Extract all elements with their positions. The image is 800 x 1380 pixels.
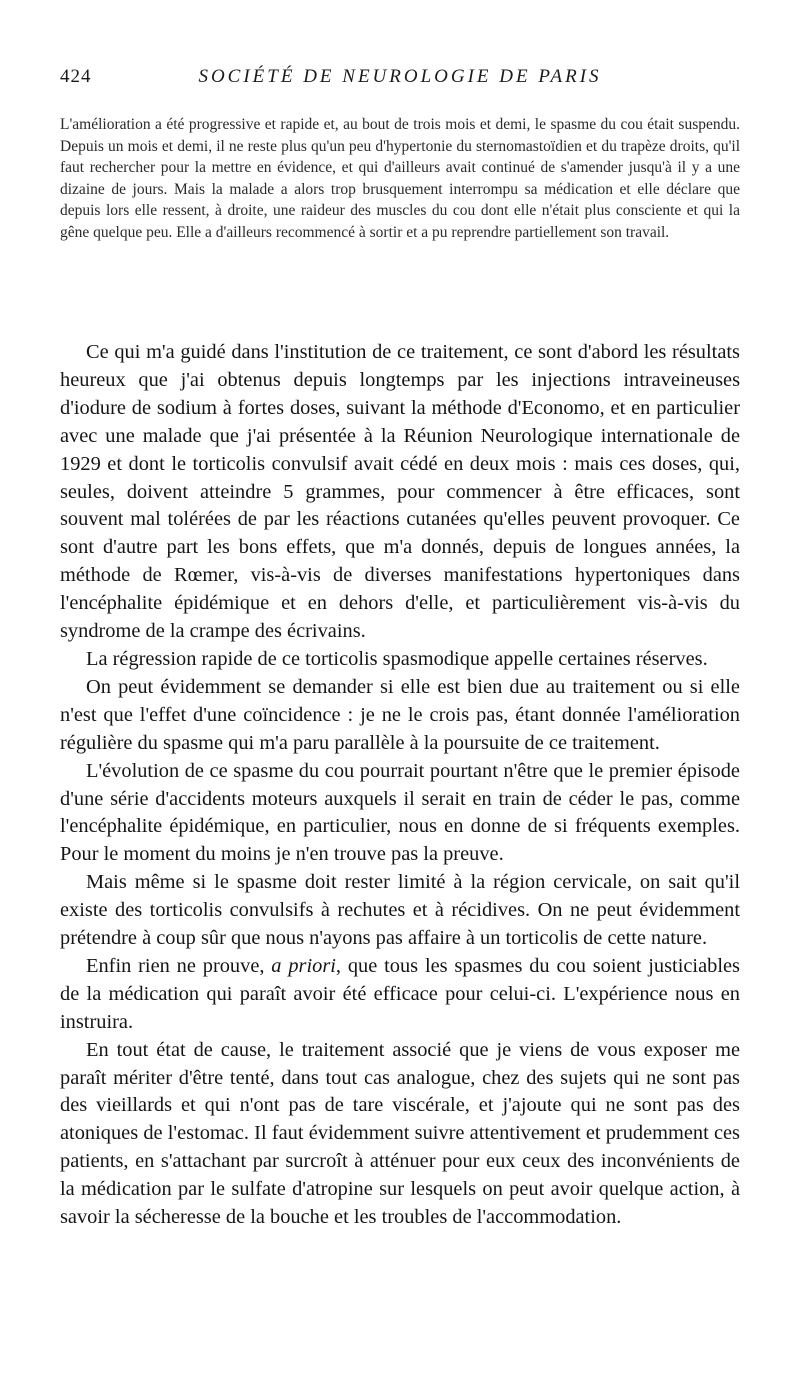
p6-lead-text: Enfin rien ne prouve, bbox=[86, 954, 272, 977]
body-paragraph-7: En tout état de cause, le traitement associé que je viens de vous exposer me paraît mériter d'être tenté, dans tout cas analogue, chez des sujets qui ne sont pas des vieillards et qui n'ont pas de tare viscérale, et j'ajoute qui ne sont pas des atoniques de l'estomac. Il faut évidemment suivre attentivement et prudemment ces patients, en s'attachant par surcroît à atténuer pour eux ceux des inconvénients de la médication par le sulfate d'atropine sur lesquels on peut avoir quelque action, à savoir la sécheresse de la bouche et les troubles de l'accommodation. bbox=[60, 1038, 740, 1229]
body-paragraph-1: Ce qui m'a guidé dans l'institution de ce traitement, ce sont d'abord les résultats heureux que j'ai obtenus depuis longtemps par les injections intraveineuses d'iodure de sodium à fortes doses, suivant la méthode d'Economo, et en particulier avec une malade que j'ai présentée à la Réunion Neurologique internationale de 1929 et dont le torticolis convulsif avait cédé en deux mois : mais ces doses, qui, seules, doivent atteindre 5 grammes, pour commencer à être efficaces, sont souvent mal tolérées de par les réactions cutanées qu'elles peuvent provoquer. Ce sont d'autre part les bons effets, que m'a donnés, depuis de longues années, la méthode de Rœmer, vis-à-vis de diverses manifestations hypertoniques dans l'encéphalite épidémique et en dehors d'elle, et particulièrement vis-à-vis du syndrome de la crampe des écrivains. bbox=[60, 341, 740, 643]
body-paragraph-5: Mais même si le spasme doit rester limité à la région cervicale, on sait qu'il existe des torticolis convulsifs à rechutes et à récidives. On ne peut évidemment prétendre à coup sûr que nous n'ayons pas affaire à un torticolis de cette nature. bbox=[60, 871, 740, 950]
page-header bbox=[60, 66, 740, 92]
body-paragraph-3: On peut évidemment se demander si elle est bien due au traitement ou si elle n'est que l'effet d'une coïncidence : je ne le crois pas, étant donnée l'amélioration régulière du spasme qui m'a paru parallèle à la poursuite de ce traitement. bbox=[60, 675, 740, 754]
small-print-block bbox=[60, 114, 740, 244]
body-paragraph-4: L'évolution de ce spasme du cou pourrait pourtant n'être que le premier épisode d'une série d'accidents moteurs auxquels il serait en train de céder le pas, comme l'encéphalite épidémique, en particulier, nous en donne de si fréquents exemples. Pour le moment du moins je n'en trouve pas la preuve. bbox=[60, 759, 740, 866]
small-print-paragraph: L'amélioration a été progressive et rapide et, au bout de trois mois et demi, le spasme du cou était suspendu. Depuis un mois et demi, il ne reste plus qu'un peu d'hypertonie du sternomastoïdien et du trapèze droits, qu'il faut rechercher pour la mettre en évidence, et qui d'ailleurs avait continué de s'amender jusqu'à il y a une dizaine de jours. Mais la malade a alors trop brusquement interrompu sa médication et elle déclare que depuis lors elle ressent, à droite, une raideur des muscles du cou dont elle n'était plus consciente et qui la gêne quelque peu. Elle a d'ailleurs recommencé à sortir et a pu reprendre partiellement son travail. bbox=[60, 116, 740, 241]
body-paragraph-6 bbox=[60, 953, 740, 1037]
main-text-block bbox=[60, 339, 740, 1232]
p6-rest-text: , que tous les spasmes du cou soient justiciables de la médication qui paraît avoir été efficace pour celui-ci. L'expérience nous en instruira. bbox=[60, 954, 740, 1033]
a-priori-italic: a priori bbox=[271, 954, 336, 977]
page-number: 424 bbox=[60, 66, 92, 87]
body-paragraph-2: La régression rapide de ce torticolis spasmodique appelle certaines réserves. bbox=[86, 647, 708, 670]
running-head: SOCIÉTÉ DE NEUROLOGIE DE PARIS bbox=[198, 66, 602, 87]
